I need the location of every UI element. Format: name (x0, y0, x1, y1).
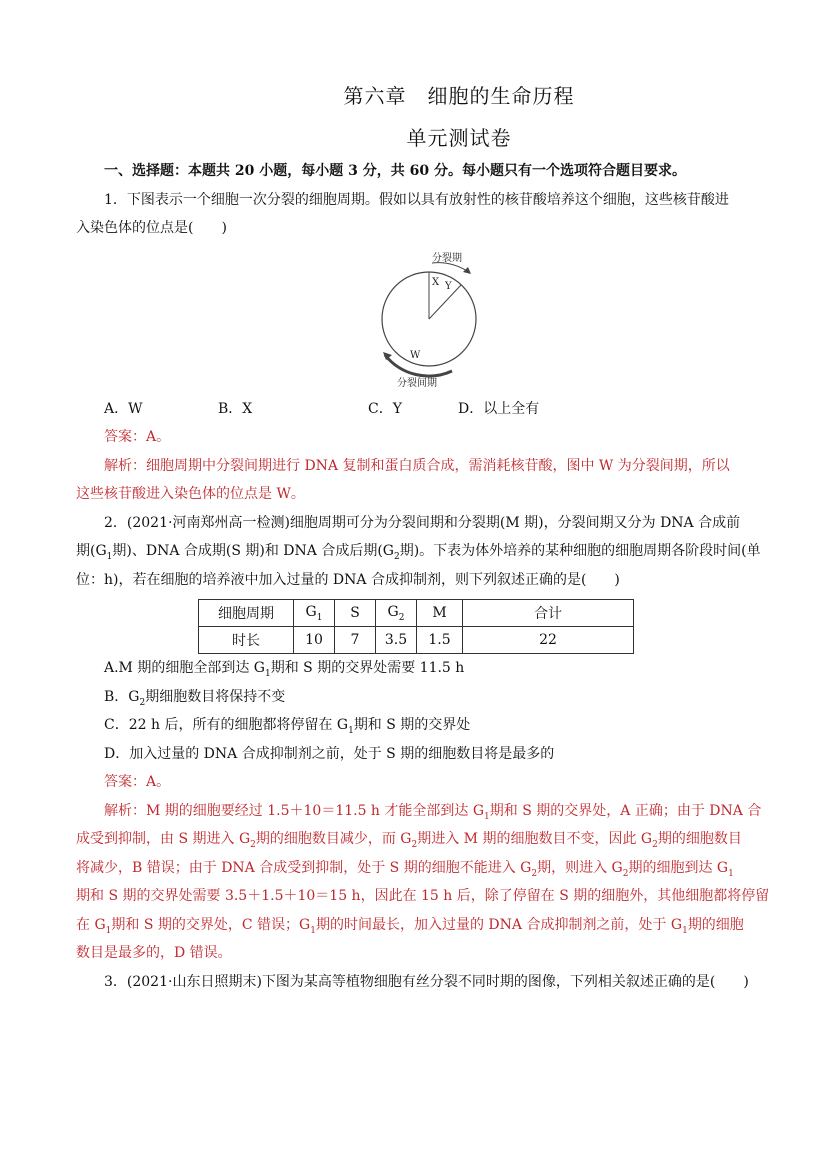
q1-option-d: D．以上全有 (458, 401, 540, 417)
table-row (199, 627, 634, 654)
chapter-title: 第六章 细胞的生命历程 (343, 84, 575, 108)
table-header-cell: 合计 (463, 600, 634, 627)
x-label: X (432, 277, 440, 288)
table-cell: 7 (335, 627, 376, 654)
q1-option-b: B．X (218, 401, 253, 417)
interphase-label: 分裂间期 (397, 378, 437, 389)
table-header-cell: S (335, 600, 376, 627)
y-label: Y (445, 281, 452, 292)
q2-analysis-line3: 将减少，B 错误；由于 DNA 合成受到抑制，处于 S 期的细胞不能进入 $G_2$期，则进入 $G_2$期的细胞到达 $G_1$ (76, 860, 734, 879)
q1-analysis-line2: 这些核苷酸进入染色体的位点是 W。 (76, 486, 305, 502)
q2-stem-line3: 位：h)，若在细胞的培养液中加入过量的 DNA 合成抑制剂，则下列叙述正确的是( ) (76, 572, 620, 588)
q2-answer: 答案：A。 (104, 774, 171, 790)
q2-option-b: B．$G_2$期细胞数目将保持不变 (104, 689, 286, 708)
table-header-row (199, 600, 634, 627)
table-header-cell: $G_2$ (376, 600, 417, 627)
q2-option-a: A.M 期的细胞全部到达 $G_1$期和 S 期的交界处需要 11.5 h (104, 660, 465, 679)
table-header-cell: M (417, 600, 463, 627)
division-arrowhead (463, 267, 471, 274)
q2-analysis-line2: 成受到抑制，由 S 期进入 $G_2$期的细胞数目减少，而 $G_2$期进入 M 期的细胞数目不变，因此 $G_2$期的细胞数目 (76, 831, 742, 850)
q1-stem-line1: 1．下图表示一个细胞一次分裂的细胞周期。假如以具有放射性的核苷酸培养这个细胞，这些核苷酸进 (104, 192, 729, 208)
test-title: 单元测试卷 (406, 126, 512, 150)
q1-analysis-line1: 解析：细胞周期中分裂间期进行 DNA 复制和蛋白质合成，需消耗核苷酸，图中 W 为分裂间期，所以 (104, 458, 730, 474)
cell-cycle-diagram (370, 245, 500, 395)
q2-analysis-line4: 期和 S 期的交界处需要 3.5＋1.5＋10＝15 h，因此在 15 h 后，除了停留在 S 期的细胞外，其他细胞都将停留 (76, 888, 770, 904)
table-cell: 时长 (199, 627, 294, 654)
table-cell: 3.5 (376, 627, 417, 654)
table-header-cell: 细胞周期 (199, 600, 294, 627)
q2-analysis-line6: 数目是最多的，D 错误。 (76, 945, 232, 961)
q1-option-a: A．W (104, 401, 143, 417)
q2-stem-line1: 2．(2021·河南郑州高一检测)细胞周期可分为分裂间期和分裂期(M 期)，分裂间期又分为 DNA 合成前 (104, 515, 741, 531)
q2-option-c: C．22 h 后，所有的细胞都将停留在 $G_1$期和 S 期的交界处 (104, 717, 471, 736)
q3-stem: 3．(2021·山东日照期末)下图为某高等植物细胞有丝分裂不同时期的图像，下列相关叙述正确的是( ) (104, 974, 749, 990)
q2-option-d: D．加入过量的 DNA 合成抑制剂之前，处于 S 期的细胞数目将是最多的 (104, 746, 555, 762)
section-instructions: 一、选择题：本题共 20 小题，每小题 3 分，共 60 分。每小题只有一个选项符合题目要求。 (104, 163, 686, 179)
q2-stem-line2: 期($G_1$期)、DNA 合成期(S 期)和 DNA 合成后期($G_2$期)。下表为体外培养的某种细胞的细胞周期各阶段时间(单 (76, 543, 761, 562)
q1-option-c: C．Y (368, 401, 402, 417)
table-cell: 1.5 (417, 627, 463, 654)
table-cell: 10 (294, 627, 335, 654)
table-header-cell: $G_1$ (294, 600, 335, 627)
q2-analysis-line1: 解析：M 期的细胞要经过 1.5＋10＝11.5 h 才能全部到达 $G_1$期和 S 期的交界处，A 正确；由于 DNA 合 (104, 803, 762, 822)
cell-cycle-table (198, 599, 634, 654)
q1-stem-line2: 入染色体的位点是( ) (76, 220, 227, 236)
table-cell: 22 (463, 627, 634, 654)
q1-answer: 答案：A。 (104, 429, 171, 445)
w-label: W (410, 350, 421, 361)
division-label: 分裂期 (432, 253, 462, 264)
q2-analysis-line5: 在 $G_1$期和 S 期的交界处，C 错误；$G_1$期的时间最长，加入过量的 DNA 合成抑制剂之前，处于 $G_1$期的细胞 (76, 917, 744, 936)
